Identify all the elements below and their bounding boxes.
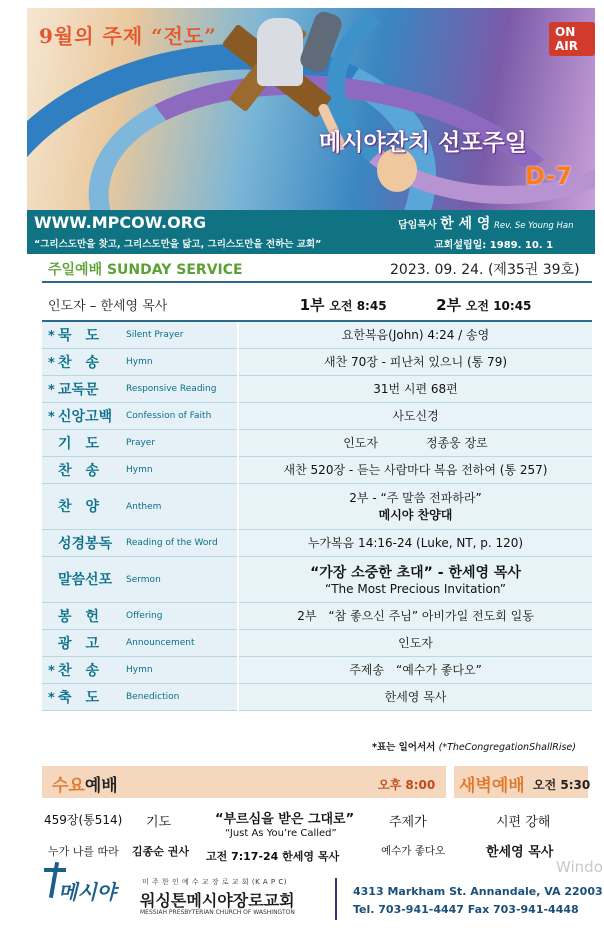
stand-marker: * xyxy=(48,328,55,344)
footnote-kor: *표는 일어서서 xyxy=(372,742,436,753)
helper-figure xyxy=(257,18,303,86)
content-line: 새찬 520장 - 듣는 사람마다 복음 전하여 (통 257) xyxy=(283,463,548,477)
order-of-worship xyxy=(42,289,592,711)
worship-item-label xyxy=(42,456,238,483)
wednesday-theme-label: 주제가 xyxy=(389,815,427,830)
service-times-row xyxy=(42,289,592,321)
worship-row xyxy=(42,402,592,429)
d-day-countdown: D-7 xyxy=(525,162,573,190)
worship-row xyxy=(42,602,592,629)
item-name-english: Hymn xyxy=(126,357,153,367)
item-name-english: Hymn xyxy=(126,665,153,675)
pastor-label: 담임목사 xyxy=(398,220,437,231)
item-name-korean: 광 고 xyxy=(58,635,100,652)
worship-item-content xyxy=(238,683,592,710)
item-name-korean: 찬 양 xyxy=(58,499,100,515)
worship-item-label xyxy=(42,321,238,348)
dawn-time: 오전 5:30 xyxy=(533,778,591,792)
dawn-title: 새벽예배 xyxy=(459,776,525,796)
worship-item-label xyxy=(42,429,238,456)
worship-item-content xyxy=(238,402,592,429)
content-line: 주제송 “예수가 좋다오” xyxy=(349,663,482,677)
item-name-korean: 찬 송 xyxy=(58,462,100,479)
dawn-text: 시편 강해 xyxy=(496,815,551,830)
windows-watermark: Windo xyxy=(556,858,603,876)
worship-item-content xyxy=(238,456,592,483)
item-name-english: Silent Prayer xyxy=(126,330,184,341)
church-slogan: “그리스도만을 찾고, 그리스도만을 닮고, 그리스도만을 전하는 교회” xyxy=(34,239,322,250)
worship-row xyxy=(42,375,592,402)
church-phone: Tel. 703-941-4447 Fax 703-941-4448 xyxy=(353,903,579,916)
item-name-english: Responsive Reading xyxy=(126,384,217,394)
content-line-2: 메시야 찬양대 xyxy=(378,508,453,522)
worship-item-content xyxy=(238,429,592,456)
church-logo: 메시야 xyxy=(58,880,116,904)
worship-row xyxy=(42,429,592,456)
worship-item-label xyxy=(42,402,238,429)
service2-label: 2부 xyxy=(436,296,462,314)
worship-row xyxy=(42,483,592,529)
worship-item-label xyxy=(42,683,238,710)
worship-item-content xyxy=(238,629,592,656)
on-air-badge: ON AIR xyxy=(549,22,595,56)
content-line: “가장 소중한 초대” - 한세영 목사 xyxy=(310,565,521,581)
item-name-korean: 기 도 xyxy=(58,435,100,452)
worship-row xyxy=(42,529,592,556)
wednesday-prayer-label: 기도 xyxy=(146,815,172,830)
item-name-korean: 신앙고백 xyxy=(58,408,113,425)
sermon-ref: 고전 7:17-24 xyxy=(206,850,279,863)
church-name-korean: 워싱톤메시야장로교회 xyxy=(140,891,295,910)
item-name-english: Hymn xyxy=(126,465,153,475)
church-name-english: MESSIAH PRESBYTERIAN CHURCH OF WASHINGTON xyxy=(140,909,295,916)
item-name-korean: 축 도 xyxy=(58,689,100,706)
stand-marker: * xyxy=(48,409,55,425)
wednesday-title xyxy=(52,771,118,796)
worship-row xyxy=(42,321,592,348)
item-name-english: Reading of the Word xyxy=(126,538,218,548)
content-line-2: “The Most Precious Invitation” xyxy=(324,582,507,596)
senior-pastor xyxy=(398,213,573,233)
item-name-english: Benediction xyxy=(126,692,180,702)
content-line: 2부 “참 좋으신 주님” 아비가일 전도회 일동 xyxy=(297,609,534,623)
content-line: 인도자 xyxy=(398,636,433,650)
divider xyxy=(42,281,592,283)
item-name-korean: 성경봉독 xyxy=(58,535,113,552)
worship-row xyxy=(42,348,592,375)
content-line: 사도신경 xyxy=(392,409,439,423)
wednesday-hymn: 459장(통514) xyxy=(44,813,123,827)
service1-label: 1부 xyxy=(299,296,325,314)
footnote-en: (*TheCongregationShallRise) xyxy=(438,742,576,753)
dawn-preacher: 한세영 목사 xyxy=(486,845,554,860)
item-name-english: Anthem xyxy=(126,501,162,512)
wednesday-title-b: 예배 xyxy=(84,776,118,796)
item-name-korean: 말씀선포 xyxy=(58,572,113,588)
wednesday-title-a: 수요 xyxy=(52,776,85,796)
wednesday-sermon-title: “부르심을 받은 그대로” xyxy=(215,812,355,827)
content-line: 새찬 70장 - 피난처 있으니 (통 79) xyxy=(323,355,508,369)
worship-item-label xyxy=(42,348,238,375)
monthly-theme: 9월의 주제 “전도” xyxy=(39,24,217,48)
worship-item-content xyxy=(238,348,592,375)
item-name-korean: 찬 송 xyxy=(58,354,100,371)
worship-leader: 인도자 – 한세영 목사 xyxy=(42,289,238,321)
pastor-english-name: Rev. Se Young Han xyxy=(493,221,574,231)
banner-image xyxy=(27,8,595,210)
bulletin-date: 2023. 09. 24. (제35권 39호) xyxy=(390,262,580,278)
service-times xyxy=(238,289,592,321)
worship-item-label xyxy=(42,529,238,556)
worship-item-label xyxy=(42,656,238,683)
item-name-korean: 찬 송 xyxy=(58,662,100,679)
standing-footnote xyxy=(372,739,576,753)
worship-row xyxy=(42,656,592,683)
stand-marker: * xyxy=(48,382,55,398)
founded-date: 교회설립일: 1989. 10. 1 xyxy=(434,240,554,251)
item-name-english: Announcement xyxy=(126,638,195,648)
item-name-english: Offering xyxy=(126,611,163,621)
worship-row xyxy=(42,556,592,602)
worship-item-label xyxy=(42,629,238,656)
footer-divider xyxy=(335,878,337,920)
worship-item-content xyxy=(238,602,592,629)
content-line: 누가복음 14:16-24 (Luke, NT, p. 120) xyxy=(307,536,524,550)
worship-item-label xyxy=(42,375,238,402)
service1-time: 오전 8:45 xyxy=(329,299,387,313)
kapc-line: 미 주 한 인 예 수 교 장 로 교 회 (K A P C) xyxy=(142,878,287,886)
item-name-english: Confession of Faith xyxy=(126,411,212,421)
item-name-english: Prayer xyxy=(126,438,156,448)
worship-row xyxy=(42,629,592,656)
worship-item-label xyxy=(42,483,238,529)
worship-item-content xyxy=(238,556,592,602)
wednesday-hymn-title: 누가 나를 따라 xyxy=(48,845,119,858)
stand-marker: * xyxy=(48,355,55,371)
content-line: 31번 시편 68편 xyxy=(373,382,458,396)
content-line: 인도자 정종웅 장로 xyxy=(343,436,488,450)
worship-item-content xyxy=(238,375,592,402)
item-name-english: Sermon xyxy=(126,574,161,585)
worship-row xyxy=(42,456,592,483)
stand-marker: * xyxy=(48,663,55,679)
worship-item-content xyxy=(238,656,592,683)
content-line: 한세영 목사 xyxy=(384,690,447,704)
church-address: 4313 Markham St. Annandale, VA 22003 xyxy=(353,885,603,898)
pastor-name: 한 세 영 xyxy=(440,216,491,232)
mission-week-title: 메시야잔치 선포주일 xyxy=(319,130,527,156)
item-name-korean: 묵 도 xyxy=(58,327,100,344)
worship-item-content xyxy=(238,321,592,348)
wednesday-sermon-ref xyxy=(206,848,339,864)
sermon-by: 한세영 목사 xyxy=(282,850,340,863)
item-name-korean: 교독문 xyxy=(58,381,99,398)
sunday-service-title: 주일예배 SUNDAY SERVICE xyxy=(48,262,243,278)
content-line: 2부 - “주 말씀 전파하라” xyxy=(349,491,482,505)
wednesday-time: 오후 8:00 xyxy=(378,778,436,792)
wednesday-sermon-en: “Just As You’re Called” xyxy=(225,828,337,839)
worship-item-label xyxy=(42,556,238,602)
worship-item-label xyxy=(42,602,238,629)
worship-item-content xyxy=(238,483,592,529)
item-name-korean: 봉 헌 xyxy=(58,608,100,625)
content-line: 요한복음(John) 4:24 / 송영 xyxy=(341,328,490,343)
wednesday-theme-song: 예수가 좋다오 xyxy=(381,845,446,857)
church-url: WWW.MPCOW.ORG xyxy=(34,213,207,232)
wednesday-prayer-person: 김종순 권사 xyxy=(132,845,189,858)
worship-item-content xyxy=(238,529,592,556)
worship-row xyxy=(42,683,592,710)
stand-marker: * xyxy=(48,690,55,706)
service2-time: 오전 10:45 xyxy=(465,299,532,313)
